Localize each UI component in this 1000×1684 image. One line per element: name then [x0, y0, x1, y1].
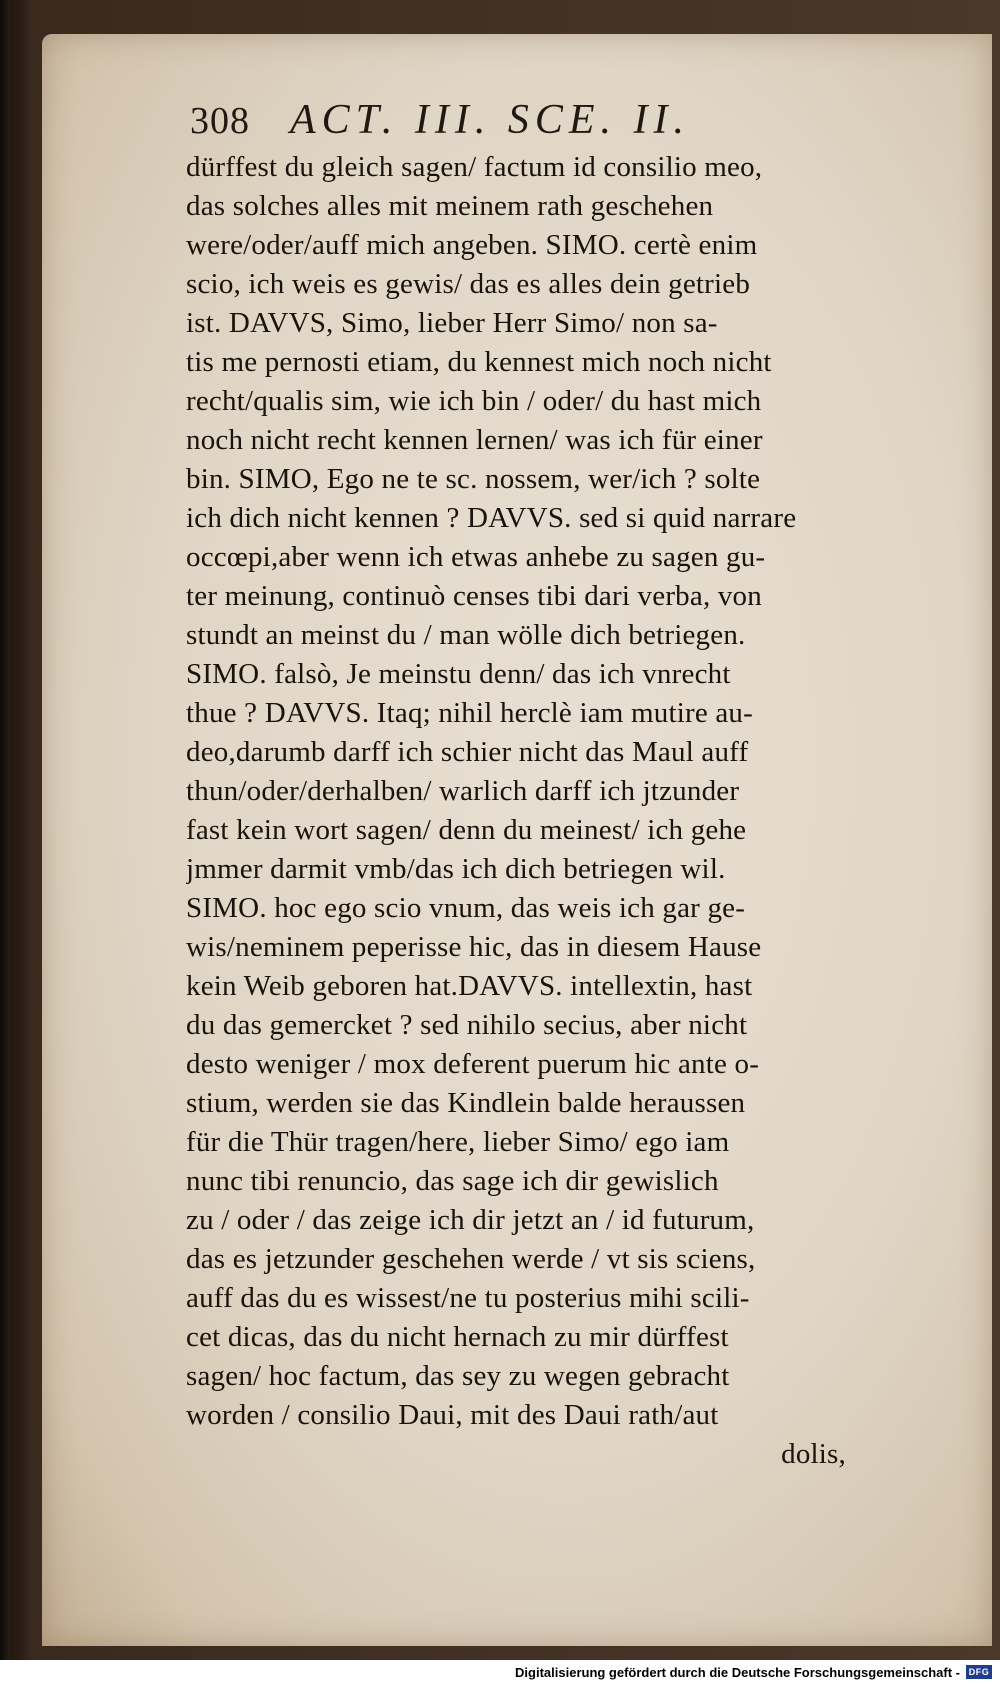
text-line: das solches alles mit meinem rath geschehen: [186, 190, 714, 222]
book-binding: [0, 0, 10, 1660]
body-text: [186, 148, 926, 1474]
text-line: stundt an meinst du / man wölle dich betriegen.: [186, 619, 746, 651]
funding-notice: Digitalisierung gefördert durch die Deutsche Forschungsgemeinschaft -: [515, 1664, 960, 1680]
page-header: [190, 96, 890, 148]
text-line: für die Thür tragen/here, lieber Simo/ ego iam: [186, 1126, 730, 1158]
text-line: cet dicas, das du nicht hernach zu mir dürffest: [186, 1321, 729, 1353]
text-line: stium, werden sie das Kindlein balde heraussen: [186, 1087, 746, 1119]
text-line: SIMO. hoc ego scio vnum, das weis ich gar ge-: [186, 892, 746, 924]
text-line: noch nicht recht kennen lernen/ was ich für einer: [186, 424, 763, 456]
footer-bar: [0, 1660, 1000, 1684]
text-line: nunc tibi renuncio, das sage ich dir gewislich: [186, 1165, 719, 1197]
text-line: were/oder/auff mich angeben. SIMO. certè enim: [186, 229, 758, 261]
text-line: zu / oder / das zeige ich dir jetzt an / id futurum,: [186, 1204, 755, 1236]
text-line: occœpi,aber wenn ich etwas anhebe zu sagen gu-: [186, 541, 766, 573]
text-line: thun/oder/derhalben/ warlich darff ich jtzunder: [186, 775, 740, 807]
text-line: wis/neminem peperisse hic, das in diesem Hause: [186, 931, 762, 963]
text-line: tis me pernosti etiam, du kennest mich noch nicht: [186, 346, 772, 378]
text-line: jmmer darmit vmb/das ich dich betriegen wil.: [186, 853, 726, 885]
text-line: desto weniger / mox deferent puerum hic ante o-: [186, 1048, 760, 1080]
text-line: scio, ich weis es gewis/ das es alles dein getrieb: [186, 268, 751, 300]
dfg-logo: DFG: [966, 1665, 992, 1679]
text-line: ter meinung, continuò censes tibi dari verba, von: [186, 580, 762, 612]
text-line: dürffest du gleich sagen/ factum id consilio meo,: [186, 151, 763, 183]
text-line: das es jetzunder geschehen werde / vt sis sciens,: [186, 1243, 756, 1275]
text-line: SIMO. falsò, Je meinstu denn/ das ich vnrecht: [186, 658, 731, 690]
text-line: ist. DAVVS, Simo, lieber Herr Simo/ non sa-: [186, 307, 718, 339]
text-line: recht/qualis sim, wie ich bin / oder/ du hast mich: [186, 385, 762, 417]
text-line: kein Weib geboren hat.DAVVS. intellextin, hast: [186, 970, 753, 1002]
text-line: deo,darumb darff ich schier nicht das Maul auff: [186, 736, 749, 768]
text-line: bin. SIMO, Ego ne te sc. nossem, wer/ich ? solte: [186, 463, 761, 495]
text-line: fast kein wort sagen/ denn du meinest/ ich gehe: [186, 814, 747, 846]
page-number: 308: [190, 100, 250, 142]
text-line: sagen/ hoc factum, das sey zu wegen gebracht: [186, 1360, 730, 1392]
text-line: worden / consilio Daui, mit des Daui rath/aut: [186, 1399, 719, 1431]
text-line: ich dich nicht kennen ? DAVVS. sed si quid narrare: [186, 502, 797, 534]
text-line: du das gemercket ? sed nihilo secius, aber nicht: [186, 1009, 748, 1041]
text-line: thue ? DAVVS. Itaq; nihil herclè iam mutire au-: [186, 697, 753, 729]
text-line: auff das du es wissest/ne tu posterius mihi scili-: [186, 1282, 750, 1314]
running-head: ACT. III. SCE. II.: [290, 97, 691, 143]
catchword: dolis,: [781, 1438, 846, 1470]
